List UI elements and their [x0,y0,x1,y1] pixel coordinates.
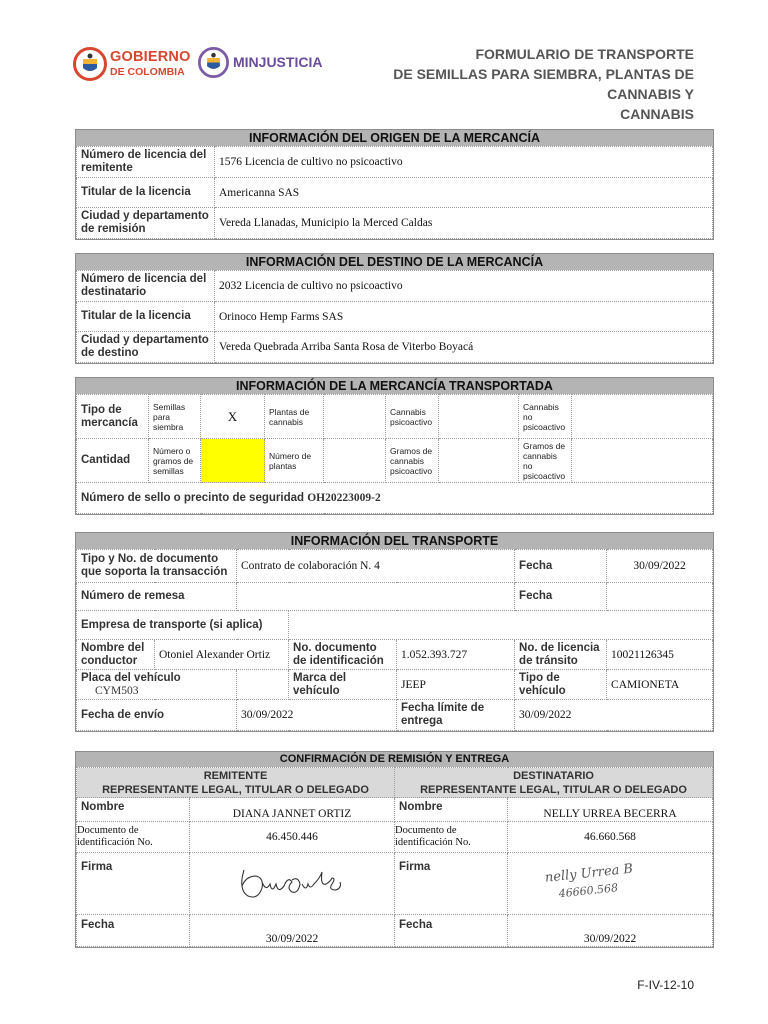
goods-seal-value: OH20223009-2 [307,491,381,504]
transport-remesa-label: Número de remesa [77,583,237,611]
transport-date2-value [607,583,713,611]
goods-psycho-value [439,395,519,439]
transport-send-label: Fecha de envío [81,708,165,721]
form-title-line-2: DE SEMILLAS PARA SIEMBRA, PLANTAS DE [393,66,694,82]
destination-license-value: 2032 Licencia de cultivo no psicoactivo [215,271,713,302]
goods-section-title: INFORMACIÓN DE LA MERCANCÍA TRANSPORTADA [76,378,713,394]
goods-psycho-label: Cannabis psicoactivo [386,395,439,439]
form-title-line-1: FORMULARIO DE TRANSPORTE [475,46,694,62]
form-title [393,44,694,124]
goods-plant-count-value [324,439,386,483]
transport-plate-value: CYM503 [95,684,139,697]
goods-section [75,377,714,515]
transport-limit-value: 30/09/2022 [515,700,713,731]
confirmation-receiver-date-label: Fecha [395,915,508,947]
confirmation-sender-name: DIANA JANNET ORTIZ [190,798,395,822]
goods-plants-value [324,395,386,439]
transport-send-value: 30/09/2022 [237,700,397,731]
sender-signature-icon [232,862,352,902]
origin-city-label: Ciudad y departamento de remisión [77,208,215,239]
receiver-signature-line-1: nelly Urrea B [544,861,634,886]
confirmation-receiver-title: DESTINATARIO [513,769,594,782]
destination-city-label: Ciudad y departamento de destino [77,332,215,363]
goods-seal-row [77,483,713,514]
transport-plate-spacer [237,670,289,700]
confirmation-sender-sub: REPRESENTANTE LEGAL, TITULAR O DELEGADO [102,783,369,796]
goods-type-label: Tipo de mercancía [77,395,149,439]
goods-plants-label: Plantas de cannabis [265,395,324,439]
confirmation-sender-header [77,768,395,798]
transport-brand-label: Marca del vehículo [289,670,397,700]
confirmation-receiver-header [395,768,713,798]
confirmation-sender-signature [190,853,395,915]
confirmation-sender-date-label: Fecha [77,915,190,947]
transport-company-value [289,611,713,640]
confirmation-receiver-sub: REPRESENTANTE LEGAL, TITULAR O DELEGADO [420,783,687,796]
destination-section [75,253,714,364]
minjusticia-logo-text: MINJUSTICIA [233,54,323,70]
transport-doc-value: Contrato de colaboración N. 4 [237,550,515,583]
transport-section-title: INFORMACIÓN DEL TRANSPORTE [76,533,713,549]
gobierno-logo [73,46,191,82]
destination-holder-label: Titular de la licencia [77,302,215,332]
transport-transit-label: No. de licencia de tránsito [515,640,607,670]
transport-remesa-value [237,583,515,611]
transport-transit-value: 10021126345 [607,640,713,670]
origin-holder-label: Titular de la licencia [77,178,215,208]
transport-brand-value: JEEP [397,670,515,700]
destination-section-title: INFORMACIÓN DEL DESTINO DE LA MERCANCÍA [76,254,713,270]
minjusticia-logo [198,46,323,80]
goods-seed-count-value [201,439,265,483]
confirmation-receiver-name: NELLY URREA BECERRA [508,798,713,822]
origin-holder-value: Americanna SAS [215,178,713,208]
confirmation-sender-name-label: Nombre [77,798,190,822]
transport-date-label: Fecha [515,550,607,583]
transport-send-row [77,700,237,731]
transport-plate-row [77,670,237,700]
transport-plate-label: Placa del vehículo [81,671,181,684]
minjusticia-seal-icon [198,47,229,78]
confirmation-section-title: CONFIRMACIÓN DE REMISIÓN Y ENTREGA [76,752,713,767]
goods-nonpsycho-value [572,395,713,439]
footer-code: F-IV-12-10 [637,978,694,992]
confirmation-section [75,751,714,948]
transport-doc-label: Tipo y No. de documento que soporta la transacción [77,550,237,583]
form-title-line-4: CANNABIS [620,106,694,122]
transport-date2-label: Fecha [515,583,607,611]
goods-plant-count-label: Número de plantas [265,439,324,483]
destination-city-value: Vereda Quebrada Arriba Santa Rosa de Viterbo Boyacá [215,332,713,363]
transport-limit-label: Fecha límite de entrega [397,700,515,731]
confirmation-sender-date: 30/09/2022 [190,915,395,947]
goods-nonpsycho-grams-label: Gramos de cannabis no psicoactivo [519,439,572,483]
transport-company-label: Empresa de transporte (si aplica) [77,611,289,640]
transport-vtype-value: CAMIONETA [607,670,713,700]
confirmation-receiver-doc: 46.660.568 [508,822,713,853]
confirmation-sender-doc-label: Documento de identificación No. [77,822,190,853]
form-title-line-3: CANNABIS Y [607,86,694,102]
confirmation-receiver-signature [508,853,713,915]
confirmation-receiver-sign-label: Firma [395,853,508,915]
goods-nonpsycho-grams-value [572,439,713,483]
receiver-signature-line-2: 46660.568 [558,880,619,900]
transport-vtype-label: Tipo de vehículo [515,670,607,700]
transport-section [75,532,714,732]
goods-seeds-label: Semillas para siembra [149,395,201,439]
origin-section [75,129,714,240]
destination-holder-value: Orinoco Hemp Farms SAS [215,302,713,332]
confirmation-receiver-name-label: Nombre [395,798,508,822]
origin-city-value: Vereda Llanadas, Municipio la Merced Caldas [215,208,713,239]
transport-driver-value: Otoniel Alexander Ortiz [155,640,289,670]
transport-id-label: No. documento de identificación [289,640,397,670]
transport-driver-label: Nombre del conductor [77,640,155,670]
gobierno-logo-top: GOBIERNO [110,49,191,65]
confirmation-receiver-date: 30/09/2022 [508,915,713,947]
origin-section-title: INFORMACIÓN DEL ORIGEN DE LA MERCANCÍA [76,130,713,146]
confirmation-receiver-doc-label: Documento de identificación No. [395,822,508,853]
origin-license-label: Número de licencia del remitente [77,147,215,178]
goods-nonpsycho-label: Cannabis no psicoactivo [519,395,572,439]
goods-seed-count-label: Número o gramos de semillas [149,439,201,483]
origin-license-value: 1576 Licencia de cultivo no psicoactivo [215,147,713,178]
confirmation-sender-doc: 46.450.446 [190,822,395,853]
transport-id-value: 1.052.393.727 [397,640,515,670]
goods-psycho-grams-label: Gramos de cannabis psicoactivo [386,439,439,483]
goods-qty-label: Cantidad [77,439,149,483]
confirmation-sender-sign-label: Firma [77,853,190,915]
goods-seal-label: Número de sello o precinto de seguridad [81,491,305,504]
gobierno-seal-icon [73,47,107,81]
gobierno-logo-bottom: DE COLOMBIA [110,66,185,78]
goods-seeds-mark: X [201,395,265,439]
confirmation-sender-title: REMITENTE [203,769,268,782]
goods-psycho-grams-value [439,439,519,483]
destination-license-label: Número de licencia del destinatario [77,271,215,302]
transport-date-value: 30/09/2022 [607,550,713,583]
